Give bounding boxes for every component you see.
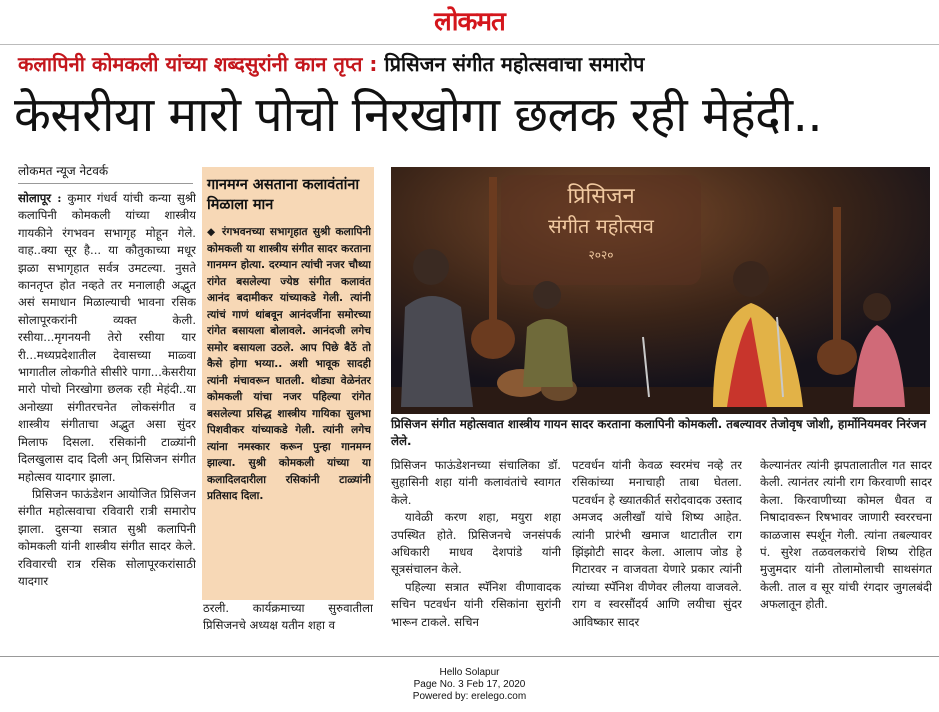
column-2-tail [203, 600, 373, 646]
column-3-para-2: यावेळी करण शहा, मयुरा शहा उपस्थित होते. प्रिसिजनचे जनसंपर्क अधिकारी माधव देशपांडे यांनी सूत्रसंचालन केले. [391, 510, 561, 577]
column-1 [18, 190, 196, 646]
banner-line-2: संगीत महोत्सव [548, 214, 654, 238]
column-5 [760, 457, 932, 647]
headline: केसरीया मारो पोचो निरखोगा छलक रही मेहंदी.. [14, 87, 823, 143]
banner-year: २०२० [588, 248, 614, 262]
kicker [18, 50, 928, 78]
byline: लोकमत न्यूज नेटवर्क [18, 162, 193, 184]
footer-publication: Hello Solapur [439, 667, 500, 678]
concert-photo [391, 167, 930, 414]
sidebar-box-title: गानमग्न असताना कलावंतांना मिळाला मान [207, 177, 360, 213]
column-5-para-1: केल्यानंतर त्यांनी झपतालातील गत सादर केली. त्यानंतर त्यांनी राग किरवाणी सादर केला. किरवाणीच्या कोमल धैवत व निषादावरून रिषभावर जाणारी स्वररचना काळजास स्पर्शून गेली. त्यांना तबल्यावर पं. सुरेश तळवलकरांचे शिष्य रोहित मुजुमदार यांनी तोलामोलाची साथसंगत केली. ताल व सूर यांची रंगदार जुगलबंदी अफलातून होती. [760, 458, 932, 612]
dateline: सोलापूर : [18, 191, 62, 205]
photo-caption: प्रिसिजन संगीत महोत्सवात शास्त्रीय गायन सादर करताना कलापिनी कोमकली. तबल्यावर तेजोवृष जोशी, हार्मोनियमवर निरंजन लेले. [391, 417, 927, 448]
column-4 [572, 457, 742, 647]
column-3 [391, 457, 561, 647]
column-3-para-3: पहिल्या सत्रात स्पॅनिश वीणावादक सचिन पटवर्धन यांनी रसिकांना सुरांनी भारून टाकले. सचिन [391, 579, 561, 629]
banner-line-1: प्रिसिजन [567, 184, 635, 209]
column-1-text-1: कुमार गंधर्व यांची कन्या सुश्री कलापिनी कोमकली यांच्या शास्त्रीय गायकीने रंगभवन सभागृह मोहून गेले. वाह..क्या सूर है... या कौतुकाच्या मधूर झळा सभागृहात सर्वत्र उमटल्या. नुसते कानतृप्त होत नव्हते तर मनालाही अद्भुत असं समाधान मिळाल्याची भावना रसिक सोलापूरकरांनी व्यक्त केली. रसीया...मृगनयनी तेरो रसीया यार री...मध्यप्रदेशातील देवासच्या माळ्वा भागातील लोकगीते सीसीरे पागा...केसरीया मारो पोचो निरखोगा छलक रही मेहंदी..या अनोख्या संगीतरचनेत लोकसंगीत व शास्त्रीय संगीताचा अद्भुत असा सुंदर मिलाफ दिसला. रसिकांनी टाळ्यांनी दिलखुलास दाद दिली अन् प्रिसिजन संगीत महोत्सव यादगार झाला. [18, 191, 196, 484]
column-3-para-1: प्रिसिजन फाऊंडेशनच्या संचालिका डॉ. सुहासिनी शहा यांनी कलावंतांचे स्वागत केले. [391, 458, 561, 507]
bottom-rule [0, 656, 939, 657]
footer-page-date: Page No. 3 Feb 17, 2020 [413, 679, 526, 690]
sidebar-box-body: ◆ रंगभवनच्या सभागृहात सुश्री कलापिनी कोमकली या शास्त्रीय संगीत सादर करताना गानमग्न होत्या. दरम्यान त्यांची नजर चौथ्या रांगेत बसलेल्या ज्येष्ठ संगीत कलावंत आनंद बदामीकर यांच्याकडे गेली. त्यांनी त्यांचं गाणं थांबवून आनंदजींना समोरच्या रांगेत बसायला बोलावले. आनंदजी लगेच समोर बसायला उठले. आप पिछे बैठें तो कैसे होगा भय्या.. अशी भावूक सादही त्यांनी मंचावरून घातली. थोड्या वेळेनंतर कोमकली यांचा नजर पहिल्या रांगेत बसलेल्या प्रसिद्ध शास्त्रीय गायिका सुलभा पिशवीकर यांच्याकडे गेली. त्यांनी लगेच त्यांना नमस्कार करून पुन्हा गानमग्न झाल्या. सुश्री कोमकली यांच्या या कलादिलदारीला रसिकांनी टाळ्यांनी प्रतिसाद दिला. [207, 226, 371, 502]
column-4-para-1: पटवर्धन यांनी केवळ स्वरमंच नव्हे तर रसिकांच्या मनाचाही ताबा घेतला. पटवर्धन हे ख्यातकीर्त सरोदवादक उस्ताद अमजद अलीखाँ यांचे शिष्य आहेत. त्यांनी प्रारंभी खमाज थाटातील राग झिंझोटी सादर केला. आलाप जोड हे गिटारवर न वाजवता येणारे प्रकार त्यांनी त्यांच्या स्पॅनिश वीणेवर लीलया वाजवले. राग व स्वरसौंदर्य आणि लयीचा सुंदर आविष्कार सादर [572, 458, 742, 629]
page-footer [0, 667, 939, 703]
kicker-red: कलापिनी कोमकली यांच्या शब्दसुरांनी कान तृप्त : [18, 52, 378, 76]
column-2-tail-text: ठरली. कार्यक्रमाच्या सुरुवातीला प्रिसिजनचे अध्यक्ष यतीन शहा व [203, 601, 373, 633]
column-1-para-1 [18, 190, 196, 486]
column-1-para-2: प्रिसिजन फाऊंडेशन आयोजित प्रिसिजन संगीत महोत्सवाचा रविवारी रात्री समारोप झाला. दुसऱ्या सत्रात सुश्री कलापिनी कोमकली यांनी शास्त्रीय संगीत सादर केले. रविवारची रात्र रसिक सोलापूरकरांसाठी यादगार [18, 486, 196, 588]
footer-powered-by: Powered by: erelego.com [412, 691, 527, 702]
top-rule [0, 44, 939, 45]
masthead-logo: लोकमत [434, 7, 505, 37]
concert-photo-image [391, 167, 930, 414]
kicker-black: प्रिसिजन संगीत महोत्सवाचा समारोप [384, 52, 645, 76]
